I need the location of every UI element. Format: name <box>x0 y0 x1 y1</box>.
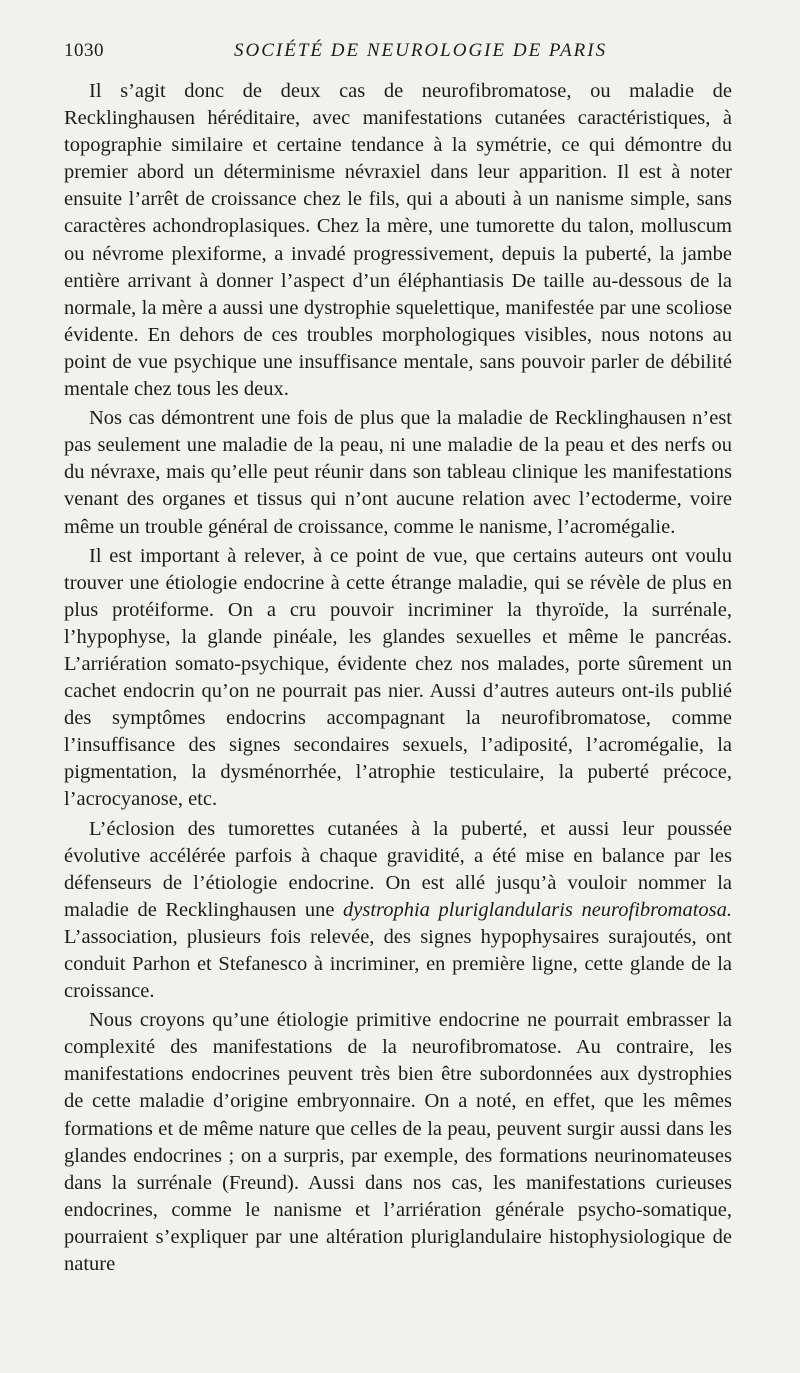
paragraph-2: Nos cas démontrent une fois de plus que la maladie de Recklinghausen n’est pas seulement une maladie de la peau, ni une maladie de la peau et des nerfs ou du névraxe, mais qu’elle peut réunir dans son tableau clinique les manifestations venant des organes et tissus qui n’ont aucune relation avec l’ectoderme, voire même un trouble général de croissance, comme le nanisme, l’acromégalie. <box>64 407 732 538</box>
running-title: SOCIÉTÉ DE NEUROLOGIE DE PARIS <box>234 40 608 61</box>
paragraph-3: Il est important à relever, à ce point de vue, que certains auteurs ont voulu trouver une étiologie endocrine à cette étrange maladie, qui se révèle de plus en plus protéiforme. On a cru pouvoir incriminer la thyroïde, la surrénale, l’hypophyse, la glande pinéale, les glandes sexuelles et même le pancréas. L’arriération somato-psychique, évidente chez nos malades, porte sûrement un cachet endocrin qu’on ne pourrait pas nier. Aussi d’autres auteurs ont-ils publié des symptômes endocrins accompagnant la neurofibromatose, comme l’insuffisance des signes secondaires sexuels, l’adiposité, l’acromégalie, la pigmentation, la dysménorrhée, l’atrophie testiculaire, la puberté précoce, l’acrocyanose, etc. <box>64 544 732 811</box>
paragraph-5: Nous croyons qu’une étiologie primitive endocrine ne pourrait embrasser la complexité des manifestations de la neurofibromatose. Au contraire, les manifestations endocrines peuvent très bien être subordonnées aux dystrophies de cette maladie d’origine embryonnaire. On a noté, en effet, que les mêmes formations et de même nature que celles de la peau, peuvent surgir aussi dans les glandes endocrines ; on a surpris, par exemple, des formations neurinomateuses dans la surrénale (Freund). Aussi dans nos cas, les manifestations curieuses endocrines, comme le nanisme et l’arriération générale psycho-somatique, pourraient s’expliquer par une altération pluriglandulaire histophysiologique de nature <box>64 1009 732 1276</box>
page-number: 1030 <box>64 40 104 61</box>
paragraph-4 <box>64 816 732 1006</box>
paragraph-4-text-end: L’association, plusieurs fois relevée, des signes hypophysaires surajoutés, ont conduit Parhon et Stefanesco à incriminer, en première ligne, cette glande de la croissance. <box>64 925 732 1003</box>
page-header <box>64 40 738 70</box>
latin-term: dystrophia pluriglandularis neurofibromatosa. <box>343 898 732 921</box>
body-text <box>64 78 732 1278</box>
paragraph-1: Il s’agit donc de deux cas de neurofibromatose, ou maladie de Recklinghausen héréditaire, avec manifestations cutanées caractéristiques, à topographie similaire et certaine tendance à la symétrie, ce qui démontre du premier abord un déterminisme névraxiel dans leur apparition. Il est à noter ensuite l’arrêt de croissance chez le fils, qui a abouti à un nanisme simple, sans caractères achondroplasiques. Chez la mère, une tumorette du talon, molluscum ou névrome plexiforme, a invadé progressivement, depuis la puberté, la jambe entière arrivant à donner l’aspect d’un éléphantiasis De taille au-dessous de la normale, la mère a aussi une dystrophie squelettique, manifestée par une scoliose évidente. En dehors de ces troubles morphologiques visibles, nous notons au point de vue psychique une insuffisance mentale, sans pouvoir parler de débilité mentale chez tous les deux. <box>64 80 732 401</box>
paragraph-4-text-start: L’éclosion des tumorettes cutanées à la puberté, et aussi leur poussée évolutive accélérée parfois à chaque gravidité, a été mise en balance par les défenseurs de l’étiologie endocrine. On est allé jusqu’à vouloir nommer la maladie de Recklinghausen une <box>64 817 732 921</box>
